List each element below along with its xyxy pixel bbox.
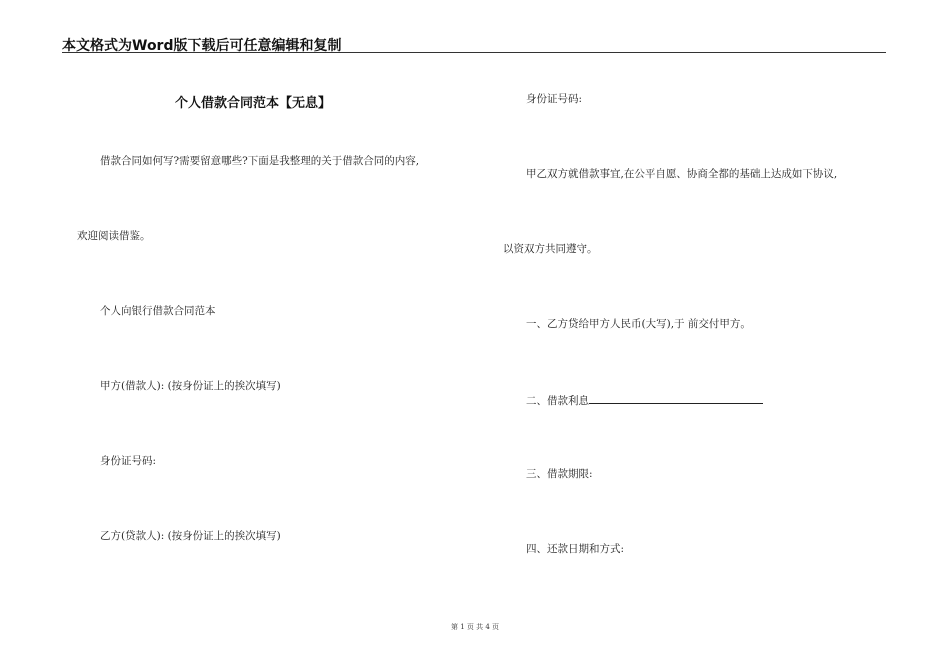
left-paragraph-intro: 借款合同如何写?需要留意哪些?下面是我整理的关于借款合同的内容, (100, 155, 420, 167)
clause-2-label: 二、借款利息 (526, 395, 589, 407)
interest-blank-line (589, 392, 763, 404)
clause-4: 四、还款日期和方式: (526, 543, 625, 555)
document-title: 个人借款合同范本【无息】 (175, 96, 332, 111)
clause-3: 三、借款期限: (526, 468, 593, 480)
party-b-label: 乙方(贷款人): (按身份证上的挨次填写) (100, 530, 281, 542)
clause-2 (526, 392, 763, 408)
header-title: 本文格式为Word版下载后可任意编辑和复制 (62, 38, 342, 54)
left-section-heading: 个人向银行借款合同范本 (100, 305, 216, 317)
page-number: 第 1 页 共 4 页 (450, 623, 500, 631)
left-paragraph-intro-cont: 欢迎阅读借鉴。 (77, 230, 151, 242)
party-b-id-label: 身份证号码: (526, 93, 583, 105)
header-divider (62, 52, 886, 53)
party-a-label: 甲方(借款人): (按身份证上的挨次填写) (100, 380, 281, 392)
agreement-intro: 甲乙双方就借款事宜,在公平自愿、协商全都的基础上达成如下协议, (526, 168, 838, 180)
party-a-id-label: 身份证号码: (100, 455, 157, 467)
agreement-intro-cont: 以资双方共同遵守。 (503, 243, 598, 255)
clause-1: 一、乙方贷给甲方人民币(大写),于 前交付甲方。 (526, 318, 751, 330)
